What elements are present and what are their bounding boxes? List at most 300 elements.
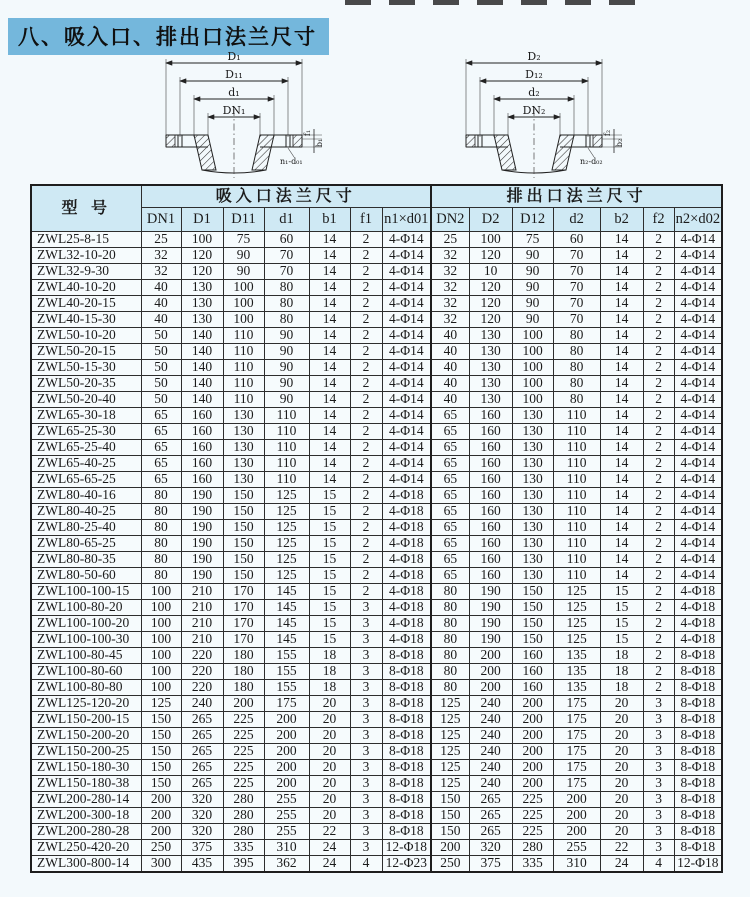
value-cell: 265: [181, 776, 223, 792]
value-cell: 335: [223, 840, 264, 856]
value-cell: 20: [600, 696, 643, 712]
value-cell: 32: [141, 264, 181, 280]
value-cell: 265: [181, 712, 223, 728]
value-cell: 2: [350, 408, 382, 424]
value-cell: 2: [350, 296, 382, 312]
outer-diameter-label: D₂: [527, 50, 541, 63]
value-cell: 210: [181, 632, 223, 648]
face-depth-label: f₁: [303, 129, 312, 137]
value-cell: 8-Φ18: [382, 824, 431, 840]
value-cell: 160: [469, 472, 512, 488]
table-row: [31, 312, 722, 328]
value-cell: 200: [512, 760, 553, 776]
value-cell: 2: [643, 424, 674, 440]
value-cell: 220: [181, 664, 223, 680]
value-cell: 170: [223, 616, 264, 632]
value-cell: 255: [264, 824, 309, 840]
bolt-holes-label: n₁-d₀₁: [280, 157, 303, 166]
value-cell: 2: [350, 440, 382, 456]
value-cell: 65: [431, 488, 469, 504]
value-cell: 80: [553, 344, 600, 360]
value-cell: 265: [469, 792, 512, 808]
value-cell: 32: [431, 264, 469, 280]
value-cell: 32: [431, 248, 469, 264]
value-cell: 8-Φ18: [382, 696, 431, 712]
value-cell: 90: [264, 392, 309, 408]
value-cell: 200: [264, 744, 309, 760]
value-cell: 150: [223, 568, 264, 584]
value-cell: 135: [553, 680, 600, 696]
table-row: [31, 648, 722, 664]
value-cell: 2: [643, 456, 674, 472]
value-cell: 130: [512, 440, 553, 456]
value-cell: 2: [643, 280, 674, 296]
value-cell: 200: [264, 728, 309, 744]
value-cell: 200: [469, 664, 512, 680]
table-row: [31, 552, 722, 568]
value-cell: 50: [141, 376, 181, 392]
value-cell: 65: [431, 440, 469, 456]
value-cell: 8-Φ18: [382, 760, 431, 776]
value-cell: 14: [600, 360, 643, 376]
value-cell: 250: [141, 840, 181, 856]
raised-face-diameter-label: d₁: [228, 86, 240, 99]
value-cell: 90: [264, 344, 309, 360]
table-group-header-row: [31, 185, 722, 208]
value-cell: 3: [643, 824, 674, 840]
value-cell: 240: [469, 728, 512, 744]
value-cell: 180: [223, 648, 264, 664]
value-cell: 100: [141, 664, 181, 680]
value-cell: 8-Φ18: [382, 712, 431, 728]
value-cell: 3: [643, 696, 674, 712]
value-cell: 80: [431, 584, 469, 600]
value-cell: 65: [431, 472, 469, 488]
value-cell: 155: [264, 664, 309, 680]
value-cell: 320: [469, 840, 512, 856]
value-cell: 130: [223, 440, 264, 456]
value-cell: 320: [181, 808, 223, 824]
value-cell: 280: [223, 824, 264, 840]
value-cell: 14: [309, 408, 350, 424]
model-cell: ZWL100-100-15: [31, 584, 141, 600]
value-cell: 4-Φ14: [674, 296, 722, 312]
value-cell: 4-Φ18: [382, 584, 431, 600]
value-cell: 80: [553, 360, 600, 376]
flange-cross-section-drawing: [442, 48, 627, 180]
value-cell: 40: [141, 312, 181, 328]
value-cell: 3: [350, 760, 382, 776]
value-cell: 8-Φ18: [382, 664, 431, 680]
value-cell: 14: [309, 472, 350, 488]
value-cell: 80: [431, 632, 469, 648]
value-cell: 150: [512, 600, 553, 616]
value-cell: 2: [350, 456, 382, 472]
table-row: [31, 616, 722, 632]
value-cell: 395: [223, 856, 264, 873]
value-cell: 2: [643, 360, 674, 376]
value-cell: 15: [600, 584, 643, 600]
value-cell: 200: [223, 696, 264, 712]
value-cell: 65: [431, 520, 469, 536]
value-cell: 14: [600, 392, 643, 408]
value-cell: 225: [512, 824, 553, 840]
value-cell: 110: [553, 456, 600, 472]
raised-face-diameter-label: d₂: [528, 86, 540, 99]
column-header: DN2: [431, 208, 469, 232]
value-cell: 110: [553, 520, 600, 536]
value-cell: 3: [350, 808, 382, 824]
value-cell: 110: [223, 392, 264, 408]
value-cell: 145: [264, 600, 309, 616]
value-cell: 100: [181, 232, 223, 248]
value-cell: 160: [469, 552, 512, 568]
value-cell: 130: [512, 456, 553, 472]
value-cell: 80: [553, 376, 600, 392]
value-cell: 80: [264, 312, 309, 328]
value-cell: 14: [309, 232, 350, 248]
value-cell: 80: [431, 680, 469, 696]
value-cell: 15: [309, 488, 350, 504]
value-cell: 70: [553, 248, 600, 264]
value-cell: 150: [141, 744, 181, 760]
page-title: 八、吸入口、排出口法兰尺寸: [8, 18, 329, 55]
value-cell: 150: [141, 760, 181, 776]
value-cell: 240: [469, 744, 512, 760]
value-cell: 130: [512, 504, 553, 520]
value-cell: 4-Φ14: [674, 376, 722, 392]
value-cell: 110: [553, 504, 600, 520]
value-cell: 20: [600, 712, 643, 728]
value-cell: 4-Φ18: [674, 584, 722, 600]
value-cell: 130: [512, 488, 553, 504]
value-cell: 32: [431, 280, 469, 296]
table-row: [31, 424, 722, 440]
flange-cross-section-drawing: [142, 48, 327, 180]
model-cell: ZWL80-25-40: [31, 520, 141, 536]
value-cell: 80: [264, 280, 309, 296]
thickness-label: b₂: [615, 138, 624, 148]
value-cell: 200: [512, 776, 553, 792]
value-cell: 3: [350, 712, 382, 728]
value-cell: 4-Φ14: [382, 472, 431, 488]
value-cell: 12-Φ23: [382, 856, 431, 873]
value-cell: 160: [469, 440, 512, 456]
value-cell: 130: [512, 536, 553, 552]
value-cell: 4-Φ14: [382, 408, 431, 424]
value-cell: 70: [553, 280, 600, 296]
model-cell: ZWL40-15-30: [31, 312, 141, 328]
value-cell: 4-Φ18: [382, 536, 431, 552]
value-cell: 170: [223, 584, 264, 600]
value-cell: 24: [600, 856, 643, 873]
value-cell: 15: [309, 552, 350, 568]
value-cell: 8-Φ18: [674, 760, 722, 776]
value-cell: 125: [264, 504, 309, 520]
value-cell: 80: [141, 520, 181, 536]
value-cell: 14: [309, 440, 350, 456]
value-cell: 8-Φ18: [674, 728, 722, 744]
column-header: D12: [512, 208, 553, 232]
value-cell: 2: [350, 392, 382, 408]
value-cell: 120: [469, 248, 512, 264]
value-cell: 70: [264, 248, 309, 264]
value-cell: 14: [600, 248, 643, 264]
value-cell: 15: [309, 536, 350, 552]
value-cell: 80: [431, 616, 469, 632]
value-cell: 22: [309, 824, 350, 840]
table-body: [31, 232, 722, 873]
value-cell: 210: [181, 616, 223, 632]
value-cell: 130: [223, 408, 264, 424]
table-row: [31, 408, 722, 424]
value-cell: 4-Φ14: [674, 408, 722, 424]
value-cell: 90: [264, 328, 309, 344]
value-cell: 2: [643, 488, 674, 504]
suction-flange-diagram: [142, 48, 327, 180]
value-cell: 8-Φ18: [674, 744, 722, 760]
table-row: [31, 584, 722, 600]
value-cell: 65: [431, 424, 469, 440]
model-cell: ZWL100-80-80: [31, 680, 141, 696]
column-header: n1×d01: [382, 208, 431, 232]
value-cell: 15: [309, 616, 350, 632]
model-cell: ZWL150-200-15: [31, 712, 141, 728]
value-cell: 160: [469, 424, 512, 440]
value-cell: 65: [431, 456, 469, 472]
value-cell: 4-Φ14: [674, 424, 722, 440]
flange-dimension-table: [30, 184, 723, 873]
value-cell: 80: [141, 552, 181, 568]
column-header: f2: [643, 208, 674, 232]
value-cell: 14: [309, 392, 350, 408]
value-cell: 145: [264, 632, 309, 648]
value-cell: 160: [512, 664, 553, 680]
value-cell: 2: [643, 648, 674, 664]
model-cell: ZWL200-280-14: [31, 792, 141, 808]
value-cell: 140: [181, 344, 223, 360]
value-cell: 8-Φ18: [674, 664, 722, 680]
value-cell: 2: [350, 472, 382, 488]
value-cell: 15: [600, 616, 643, 632]
value-cell: 265: [469, 824, 512, 840]
value-cell: 280: [223, 792, 264, 808]
value-cell: 160: [469, 456, 512, 472]
value-cell: 25: [141, 232, 181, 248]
value-cell: 18: [600, 680, 643, 696]
value-cell: 2: [350, 328, 382, 344]
value-cell: 4-Φ14: [674, 232, 722, 248]
value-cell: 200: [553, 824, 600, 840]
value-cell: 3: [643, 728, 674, 744]
value-cell: 14: [600, 472, 643, 488]
value-cell: 4-Φ14: [382, 456, 431, 472]
value-cell: 160: [469, 504, 512, 520]
value-cell: 2: [643, 504, 674, 520]
value-cell: 3: [350, 696, 382, 712]
value-cell: 14: [309, 264, 350, 280]
value-cell: 14: [309, 344, 350, 360]
table-row: [31, 824, 722, 840]
column-header: d1: [264, 208, 309, 232]
value-cell: 65: [431, 504, 469, 520]
value-cell: 14: [309, 376, 350, 392]
table-row: [31, 600, 722, 616]
value-cell: 2: [350, 552, 382, 568]
value-cell: 2: [643, 440, 674, 456]
value-cell: 14: [600, 232, 643, 248]
value-cell: 200: [512, 712, 553, 728]
value-cell: 2: [350, 232, 382, 248]
table-row: [31, 712, 722, 728]
column-header: D11: [223, 208, 264, 232]
value-cell: 18: [309, 680, 350, 696]
value-cell: 4: [350, 856, 382, 873]
model-column-header: 型 号: [31, 185, 141, 232]
model-cell: ZWL250-420-20: [31, 840, 141, 856]
value-cell: 75: [223, 232, 264, 248]
value-cell: 4-Φ18: [382, 616, 431, 632]
value-cell: 4-Φ14: [674, 536, 722, 552]
value-cell: 2: [350, 536, 382, 552]
table-row: [31, 264, 722, 280]
model-cell: ZWL40-10-20: [31, 280, 141, 296]
value-cell: 20: [309, 776, 350, 792]
column-header: d2: [553, 208, 600, 232]
value-cell: 2: [350, 376, 382, 392]
value-cell: 110: [223, 360, 264, 376]
value-cell: 75: [512, 232, 553, 248]
value-cell: 265: [181, 760, 223, 776]
value-cell: 4-Φ14: [674, 568, 722, 584]
value-cell: 4-Φ14: [674, 440, 722, 456]
value-cell: 125: [431, 744, 469, 760]
value-cell: 4-Φ18: [382, 504, 431, 520]
value-cell: 265: [469, 808, 512, 824]
value-cell: 2: [643, 344, 674, 360]
value-cell: 32: [141, 248, 181, 264]
column-header: f1: [350, 208, 382, 232]
model-cell: ZWL80-80-35: [31, 552, 141, 568]
table-row: [31, 568, 722, 584]
value-cell: 4-Φ14: [674, 520, 722, 536]
table-row: [31, 248, 722, 264]
value-cell: 40: [141, 296, 181, 312]
model-cell: ZWL50-20-40: [31, 392, 141, 408]
value-cell: 20: [600, 776, 643, 792]
value-cell: 24: [309, 840, 350, 856]
value-cell: 14: [600, 504, 643, 520]
value-cell: 190: [181, 488, 223, 504]
value-cell: 160: [512, 680, 553, 696]
value-cell: 125: [264, 536, 309, 552]
value-cell: 155: [264, 680, 309, 696]
value-cell: 110: [264, 472, 309, 488]
value-cell: 14: [600, 280, 643, 296]
value-cell: 265: [181, 728, 223, 744]
value-cell: 18: [309, 664, 350, 680]
value-cell: 220: [181, 648, 223, 664]
value-cell: 240: [469, 712, 512, 728]
model-cell: ZWL65-30-18: [31, 408, 141, 424]
value-cell: 14: [600, 296, 643, 312]
value-cell: 265: [181, 744, 223, 760]
value-cell: 20: [309, 808, 350, 824]
value-cell: 130: [469, 360, 512, 376]
model-cell: ZWL200-300-18: [31, 808, 141, 824]
value-cell: 160: [181, 472, 223, 488]
value-cell: 120: [181, 264, 223, 280]
value-cell: 150: [223, 536, 264, 552]
value-cell: 4-Φ14: [674, 472, 722, 488]
value-cell: 80: [141, 488, 181, 504]
bore-diameter-label: DN₂: [522, 104, 546, 117]
table-row: [31, 392, 722, 408]
value-cell: 40: [431, 360, 469, 376]
value-cell: 130: [223, 424, 264, 440]
model-cell: ZWL65-25-30: [31, 424, 141, 440]
value-cell: 4-Φ14: [382, 296, 431, 312]
value-cell: 3: [350, 632, 382, 648]
table-row: [31, 280, 722, 296]
value-cell: 160: [181, 456, 223, 472]
value-cell: 125: [553, 584, 600, 600]
table-row: [31, 296, 722, 312]
value-cell: 150: [141, 712, 181, 728]
value-cell: 125: [264, 520, 309, 536]
value-cell: 12-Φ18: [674, 856, 722, 873]
value-cell: 200: [512, 728, 553, 744]
value-cell: 200: [141, 808, 181, 824]
value-cell: 300: [141, 856, 181, 873]
value-cell: 240: [469, 760, 512, 776]
value-cell: 3: [350, 776, 382, 792]
value-cell: 280: [512, 840, 553, 856]
value-cell: 3: [350, 728, 382, 744]
value-cell: 80: [431, 600, 469, 616]
bolt-circle-diameter-label: D₁₁: [225, 68, 243, 81]
value-cell: 435: [181, 856, 223, 873]
table-row: [31, 728, 722, 744]
value-cell: 4-Φ18: [674, 600, 722, 616]
value-cell: 200: [512, 744, 553, 760]
value-cell: 4-Φ14: [674, 488, 722, 504]
value-cell: 2: [350, 584, 382, 600]
value-cell: 125: [553, 632, 600, 648]
value-cell: 4-Φ18: [382, 552, 431, 568]
value-cell: 225: [512, 808, 553, 824]
value-cell: 200: [431, 840, 469, 856]
value-cell: 65: [431, 408, 469, 424]
value-cell: 8-Φ18: [674, 712, 722, 728]
value-cell: 20: [600, 792, 643, 808]
value-cell: 70: [553, 296, 600, 312]
value-cell: 100: [223, 296, 264, 312]
model-cell: ZWL80-65-25: [31, 536, 141, 552]
value-cell: 130: [469, 328, 512, 344]
value-cell: 2: [350, 344, 382, 360]
value-cell: 100: [141, 584, 181, 600]
value-cell: 22: [600, 840, 643, 856]
value-cell: 110: [223, 328, 264, 344]
value-cell: 8-Φ18: [674, 648, 722, 664]
value-cell: 4: [643, 856, 674, 873]
value-cell: 375: [469, 856, 512, 873]
value-cell: 20: [309, 728, 350, 744]
value-cell: 8-Φ18: [674, 824, 722, 840]
value-cell: 130: [469, 392, 512, 408]
value-cell: 14: [600, 344, 643, 360]
